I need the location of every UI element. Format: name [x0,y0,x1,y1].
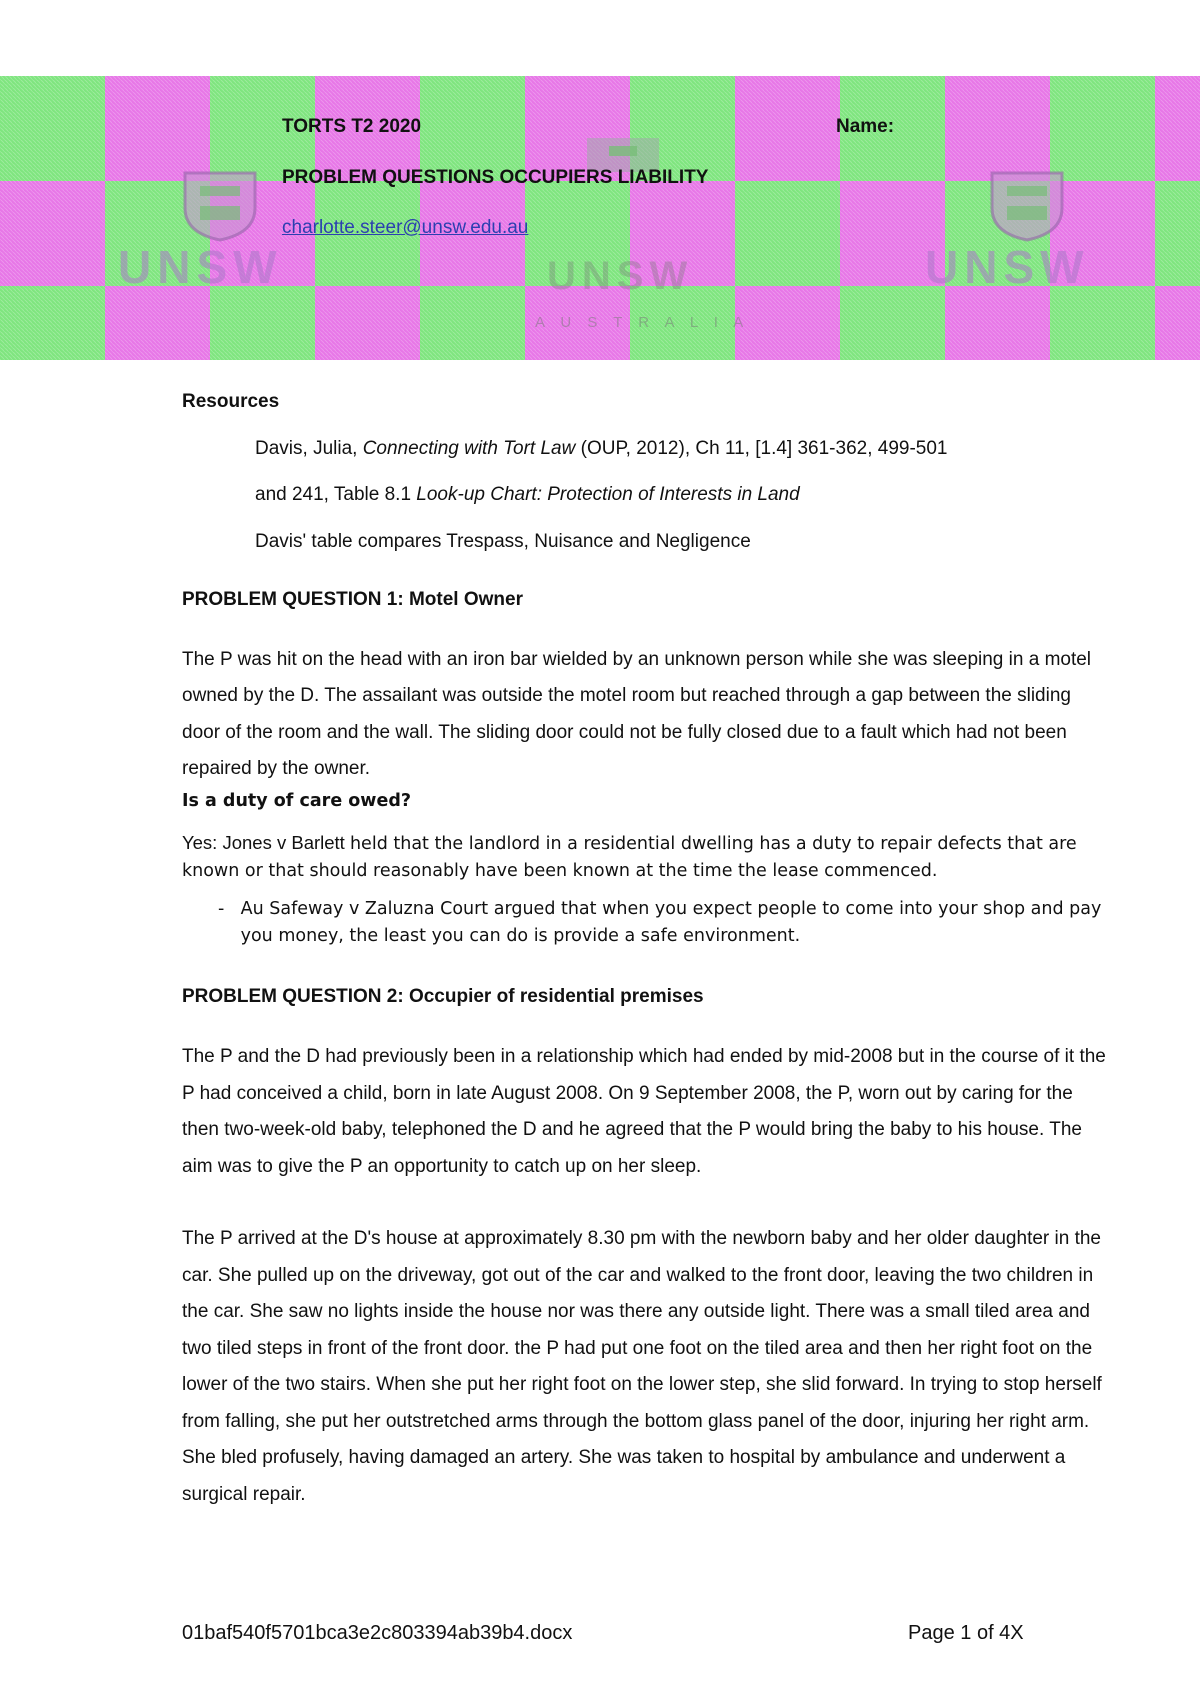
resource-line-1 [255,431,1112,468]
bullet-marker: - [218,898,225,919]
resource-text: (OUP, 2012), Ch 11, [1.4] 361-362, 499-501 [575,437,948,459]
document-body [182,384,1112,1513]
book-title: Connecting with Tort Law [362,437,576,459]
footer-page-number: Page 1 of 4X [908,1622,1024,1644]
answer-text: held that the landlord in a residential dwelling has a duty to repair defects that are known or that should reasonably have been known at the time the lease commenced. [182,833,1077,881]
logo-wordmark: UNSW [547,254,694,298]
q2-paragraph-1: The P and the D had previously been in a relationship which had ended by mid-2008 but in the course of it the P had conceived a child, born in late August 2008. On 9 September 2008, the P, worn out by caring for the then two-week-old baby, telephoned the D and he agreed that the P would bring the baby to his house. The aim was to give the P an opportunity to catch up on her sleep. [182,1046,1106,1177]
resource-text: and 241, Table 8.1 [255,484,417,505]
name-label: Name: [836,116,895,137]
q1-answer [182,829,1112,885]
course-title: TORTS T2 2020 [282,116,422,137]
logo-subtext: A U S T R A L I A [535,314,750,331]
resources-heading: Resources [182,391,280,412]
footer-filename: 01baf540f5701bca3e2c803394ab39b4.docx [182,1622,573,1644]
crest-icon [987,168,1067,243]
resource-line-2 [255,477,1112,514]
resource-line-3: Davis' table compares Trespass, Nuisance and Negligence [255,530,751,552]
logo-wordmark: UNSW [118,241,283,293]
q1-heading: PROBLEM QUESTION 1: Motel Owner [182,589,523,610]
unsw-logo-center [525,136,750,336]
q1-bullet-item [182,896,1112,950]
bullet-text: Au Safeway v Zaluzna Court argued that when you expect people to come into your shop and pay you money, the least you can do is provide a safe environment. [240,898,1102,946]
q1-subheading: Is a duty of care owed? [182,790,412,811]
header-banner [0,76,1200,360]
q2-heading: PROBLEM QUESTION 2: Occupier of residential premises [182,985,704,1007]
q2-paragraph-2: The P arrived at the D's house at approximately 8.30 pm with the newborn baby and her older daughter in the car. She pulled up on the driveway, got out of the car and walked to the front door, leaving the two children in the car. She saw no lights inside the house nor was there any outside light. There was a small tiled area and two tiled steps in front of the front door. the P had put one foot on the tiled area and then her right foot on the lower of the two stairs. When she put her right foot on the lower step, she slid forward. In trying to stop herself from falling, she put her outstretched arms through the bottom glass panel of the door, injuring her right arm. She bled profusely, having damaged an artery. She was taken to hospital by ambulance and underwent a surgical repair. [182,1228,1102,1505]
resource-text: Davis, Julia, [255,437,363,459]
crest-icon [180,168,260,243]
answer-lead: Yes: Jones v Barlett [182,831,350,853]
unsw-logo-right [925,168,1125,293]
email-link[interactable]: charlotte.steer@unsw.edu.au [282,217,529,238]
table-title: Look-up Chart: Protection of Interests in Land [416,484,800,505]
logo-wordmark: UNSW [925,241,1090,293]
document-subtitle: PROBLEM QUESTIONS OCCUPIERS LIABILITY [282,167,709,188]
q1-body: The P was hit on the head with an iron bar wielded by an unknown person while she was sleeping in a motel owned by the D. The assailant was outside the motel room but reached through a gap between the sliding door of the room and the wall. The sliding door could not be fully closed due to a fault which had not been repaired by the owner. [182,648,1092,779]
